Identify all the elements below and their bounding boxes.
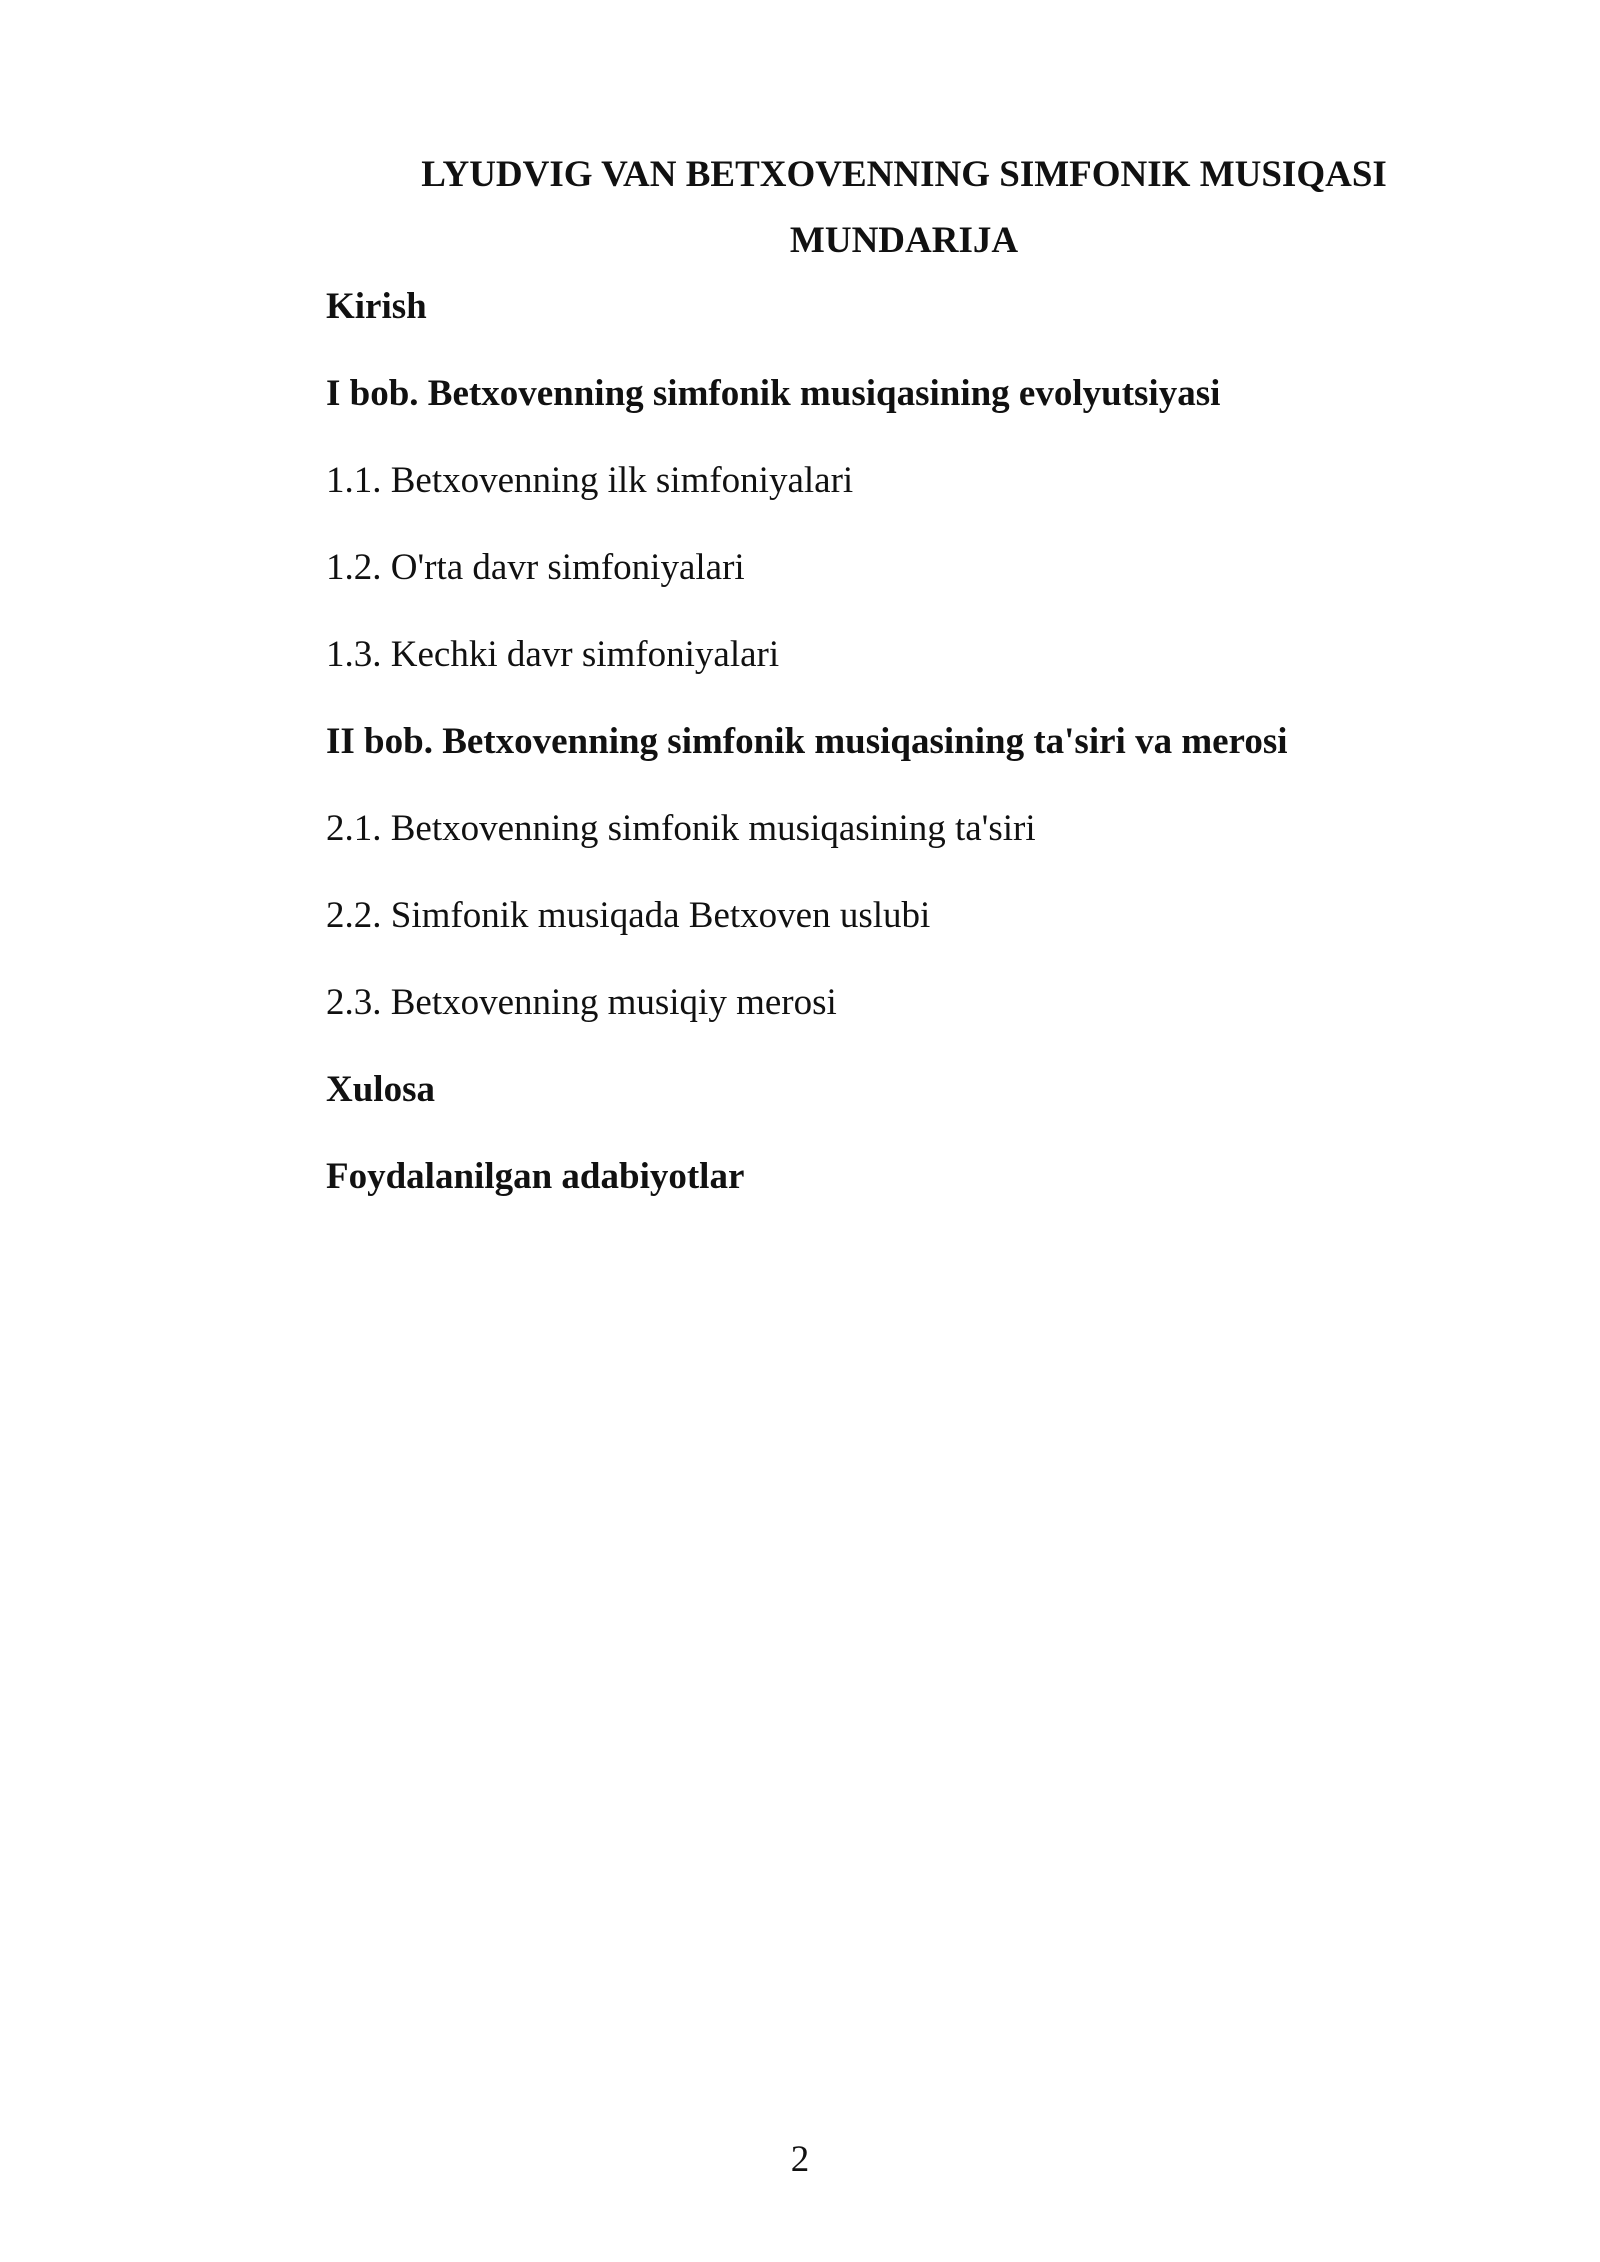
toc-item-section-2-2: 2.2. Simfonik musiqada Betxoven uslubi [326, 895, 931, 936]
toc-item-conclusion: Xulosa [326, 1069, 435, 1110]
document-title: LYUDVIG VAN BETXOVENNING SIMFONIK MUSIQASI [421, 154, 1387, 195]
toc-item-references: Foydalanilgan adabiyotlar [326, 1156, 745, 1197]
table-of-contents [326, 285, 1482, 1242]
toc-item-section-1-2: 1.2. O'rta davr simfoniyalari [326, 547, 745, 588]
toc-item-section-1-3: 1.3. Kechki davr simfoniyalari [326, 634, 780, 675]
toc-item-section-2-1: 2.1. Betxovenning simfonik musiqasining ta'siri [326, 808, 1036, 849]
toc-item-chapter-1: I bob. Betxovenning simfonik musiqasining evolyutsiyasi [326, 373, 1221, 414]
toc-item-introduction: Kirish [326, 286, 427, 327]
toc-item-chapter-2: II bob. Betxovenning simfonik musiqasining ta'siri va merosi [326, 721, 1288, 762]
page-number: 2 [790, 2139, 810, 2180]
toc-item-section-1-1: 1.1. Betxovenning ilk simfoniyalari [326, 460, 854, 501]
contents-heading: MUNDARIJA [789, 220, 1019, 261]
toc-item-section-2-3: 2.3. Betxovenning musiqiy merosi [326, 982, 837, 1023]
